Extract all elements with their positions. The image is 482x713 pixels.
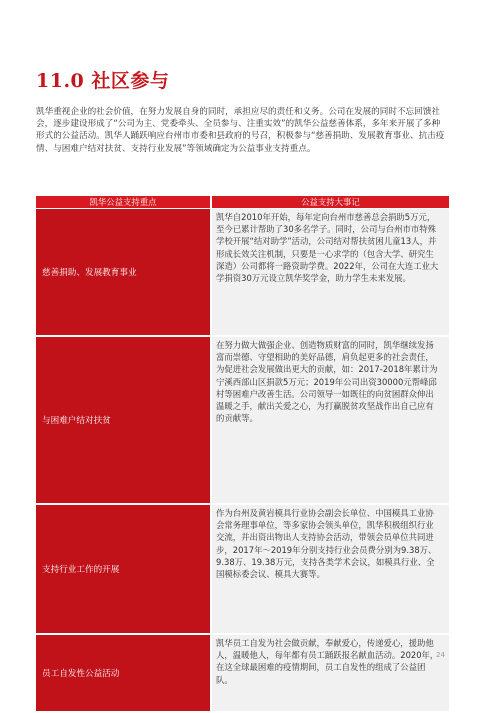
community-support-table bbox=[36, 196, 449, 713]
intro-paragraph bbox=[36, 106, 448, 155]
milestone-cell: 凯华自2010年开始，每年定向台州市慈善总会捐助5万元，至今已累计帮助了30多名学子。同时，公司与台州市市特殊学校开展“结对助学”活动，公司结对帮扶贫困儿童13人，并形成长效关注机制，只要是一心求学的（包含大学、研究生深造）公司都将一路资助学费。2022年，公司在大连工业大学捐资30万元设立凯华奖学金，助力学生未来发展。 bbox=[211, 209, 449, 337]
table-row bbox=[36, 209, 449, 337]
focus-area-cell: 与困难户结对扶贫 bbox=[36, 336, 211, 504]
milestone-cell: 作为台州及黄岩模具行业协会副会长单位、中国模具工业协会常务理事单位，等多家协会领头单位，凯华积极组织行业交流，并出资出物出人支持协会活动，带领会员单位共同进步，2017年～2019年分别支持行业会员费分别为9.38万、9.38万、19.38万元，支持各类学术会议，如模具行业、全国模标委会议、模具大赛等。 bbox=[211, 504, 449, 634]
table-header-row bbox=[36, 196, 449, 209]
table-row bbox=[36, 634, 449, 712]
milestone-cell: 在努力做大做强企业、创造物质财富的同时，凯华继续发扬富而崇德、守望相助的美好品德，肩负起更多的社会责任，为促进社会发展做出更大的贡献，如：2017-2018年累计为宁溪西部山区捐款5万元；2019年公司出资30000元帮峰邱村等困难户改善生活。公司领导一如既往的向贫困群众伸出温暖之手，献出关爱之心，为打赢脱贫攻坚战作出自己应有的贡献等。 bbox=[211, 336, 449, 504]
focus-area-cell: 慈善捐助、发展教育事业 bbox=[36, 209, 211, 337]
focus-area-cell: 员工自发性公益活动 bbox=[36, 634, 211, 712]
intro-text: 凯华重视企业的社会价值，在努力发展自身的同时，承担应尽的责任和义务。公司在发展的同时不忘回馈社会，逐步建设形成了“公司为主、党委牵头、全员参与、注重实效”的凯华公益慈善体系，多年来开展了多种形式的公益活动。凯华人踊跃响应台州市市委和县政府的号召，积极参与“慈善捐助、发展教育事业、抗击疫情、与困难户结对扶贫、支持行业发展”等领域确定为公益事业支持重点。 bbox=[36, 107, 445, 154]
milestone-cell: 凯华员工自发为社会做贡献，奉献爱心，传递爱心，援助他人，温暖他人，每年都有员工踊跃报名献血活动。2020年，在这全球最困难的疫情期间，员工自发性的组成了公益团队。 bbox=[211, 634, 449, 712]
focus-area-cell: 支持行业工作的开展 bbox=[36, 504, 211, 634]
header-focus-areas: 凯华公益支持重点 bbox=[36, 196, 211, 209]
table-row bbox=[36, 336, 449, 504]
table-row bbox=[36, 504, 449, 634]
page-number: 24 bbox=[436, 651, 445, 659]
header-milestones: 公益支持大事记 bbox=[211, 196, 449, 209]
section-title: 11.0 社区参与 bbox=[36, 70, 170, 92]
